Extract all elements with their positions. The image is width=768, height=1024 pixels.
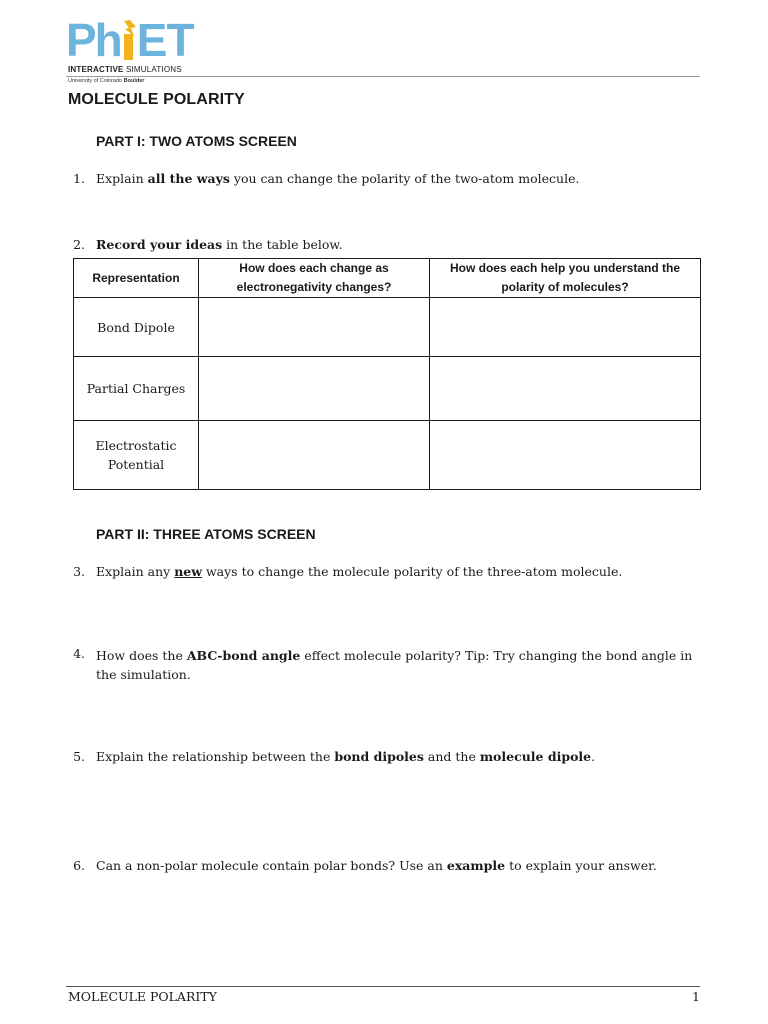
logo-wordmark <box>66 14 194 66</box>
answer-cell[interactable] <box>199 357 430 421</box>
answer-cell[interactable] <box>199 298 430 357</box>
row-label: Partial Charges <box>74 357 199 421</box>
logo-university: University of Colorado Boulder <box>68 78 145 84</box>
table-row <box>74 357 701 421</box>
row-label: Electrostatic Potential <box>74 421 199 490</box>
logo-wordmark-left: Ph <box>66 14 121 66</box>
logo-wordmark-right: ET <box>136 14 194 66</box>
question-number: 3. <box>73 564 85 579</box>
footer-title: MOLECULE POLARITY <box>68 989 217 1004</box>
question-2 <box>0 237 768 257</box>
table-header-row <box>74 259 701 298</box>
table-row <box>74 421 701 490</box>
question-4 <box>0 646 768 686</box>
header-divider <box>66 76 700 77</box>
answer-cell[interactable] <box>430 298 701 357</box>
question-1 <box>0 171 768 191</box>
question-6 <box>0 858 768 878</box>
answer-cell[interactable] <box>430 357 701 421</box>
table-header-cell: Representation <box>74 259 199 298</box>
footer-divider <box>66 986 700 987</box>
logo-flame-icon <box>121 18 137 62</box>
question-text: Explain any new ways to change the molecule polarity of the three-atom molecule. <box>96 564 623 579</box>
question-3 <box>0 564 768 584</box>
question-5 <box>0 749 768 769</box>
question-number: 1. <box>73 171 85 186</box>
table-header-cell: How does each help you understand the polarity of molecules? <box>430 259 701 298</box>
answer-cell[interactable] <box>430 421 701 490</box>
question-number: 5. <box>73 749 85 764</box>
answer-cell[interactable] <box>199 421 430 490</box>
question-text: Explain all the ways you can change the polarity of the two-atom molecule. <box>96 171 580 186</box>
logo-tagline: INTERACTIVE SIMULATIONS <box>68 65 182 74</box>
ideas-table <box>73 258 701 490</box>
question-number: 4. <box>73 646 85 661</box>
table-row <box>74 298 701 357</box>
question-text: Can a non-polar molecule contain polar bonds? Use an example to explain your answer. <box>96 858 657 873</box>
row-label: Bond Dipole <box>74 298 199 357</box>
question-text: How does the ABC-bond angle effect molecule polarity? Tip: Try changing the bond angle in the simulation. <box>96 648 693 682</box>
part2-heading: PART II: THREE ATOMS SCREEN <box>96 526 316 542</box>
question-text: Record your ideas in the table below. <box>96 237 343 252</box>
table-header-cell: How does each change as electronegativity changes? <box>199 259 430 298</box>
question-number: 6. <box>73 858 85 873</box>
page-number: 1 <box>692 989 700 1004</box>
question-number: 2. <box>73 237 85 252</box>
phet-logo <box>66 14 194 88</box>
question-text: Explain the relationship between the bond dipoles and the molecule dipole. <box>96 749 596 764</box>
page-title: MOLECULE POLARITY <box>68 91 245 108</box>
part1-heading: PART I: TWO ATOMS SCREEN <box>96 133 297 149</box>
